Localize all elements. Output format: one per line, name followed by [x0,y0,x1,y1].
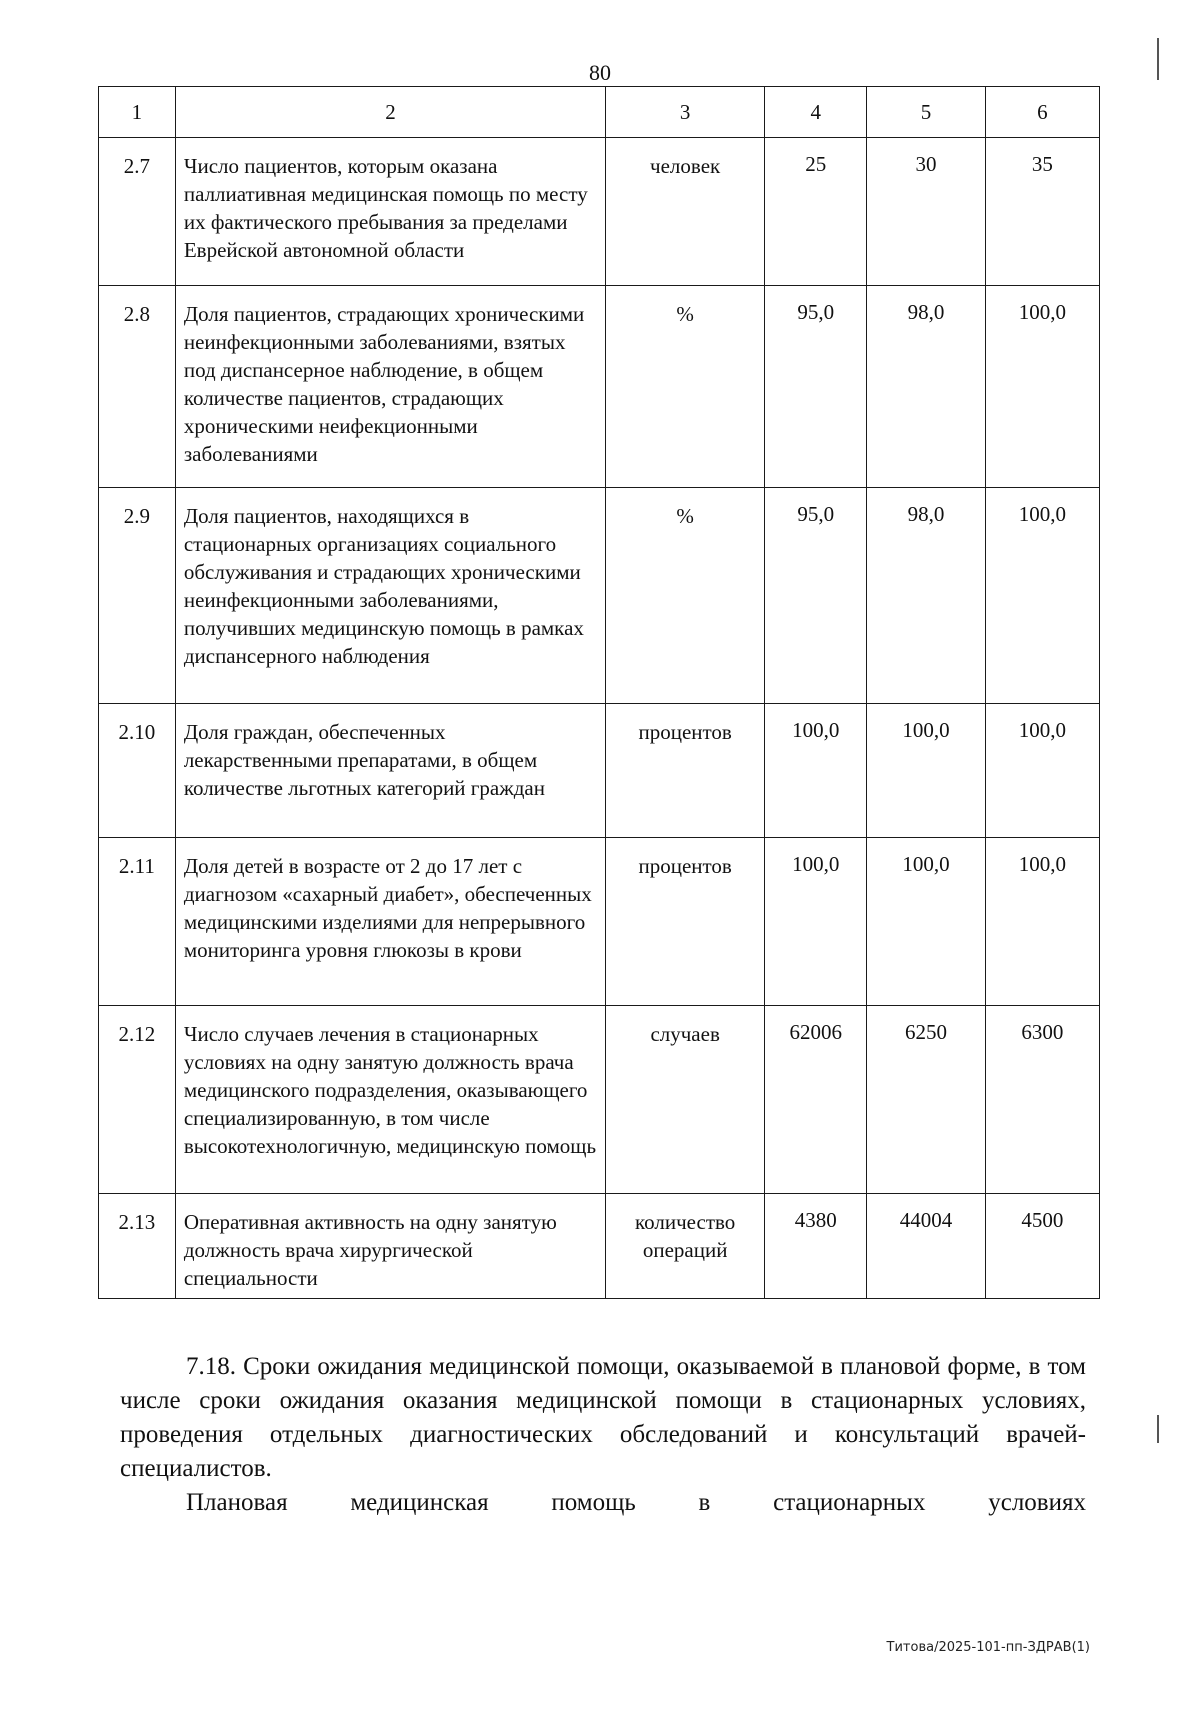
value-cell: 98,0 [867,286,986,488]
value-cell: 35 [985,138,1099,286]
row-number: 2.13 [99,1194,176,1299]
row-number: 2.8 [99,286,176,488]
table-row [99,704,1100,838]
table-row [99,286,1100,488]
margin-mark [1157,38,1159,80]
table-row [99,488,1100,704]
table-row [99,1006,1100,1194]
value-cell: 44004 [867,1194,986,1299]
indicator-name: Доля пациентов, находящихся в стационарных организациях социального обслуживания и страдающих хроническими неинфекционными заболеваниями, получивших медицинскую помощь в рамках диспансерного наблюдения [175,488,605,704]
unit-cell: случаев [606,1006,765,1194]
value-cell: 4500 [985,1194,1099,1299]
value-cell: 100,0 [867,704,986,838]
word: Плановая [186,1489,288,1516]
unit-cell: % [606,286,765,488]
row-number: 2.10 [99,704,176,838]
indicator-name: Оперативная активность на одну занятую должность врача хирургической специальности [175,1194,605,1299]
row-number: 2.11 [99,838,176,1006]
header-cell: 1 [99,87,176,138]
indicator-name: Число случаев лечения в стационарных условиях на одну занятую должность врача медицинского подразделения, оказывающего специализированную, в том числе высокотехнологичную, медицинскую помощь [175,1006,605,1194]
indicator-name: Число пациентов, которым оказана паллиативная медицинская помощь по месту их фактического пребывания за пределами Еврейской автономной области [175,138,605,286]
unit-cell: % [606,488,765,704]
value-cell: 6300 [985,1006,1099,1194]
row-number: 2.7 [99,138,176,286]
indicator-name: Доля граждан, обеспеченных лекарственными препаратами, в общем количестве льготных категорий граждан [175,704,605,838]
value-cell: 30 [867,138,986,286]
value-cell: 100,0 [985,838,1099,1006]
table-row [99,838,1100,1006]
value-cell: 4380 [765,1194,867,1299]
table-row [99,1194,1100,1299]
value-cell: 95,0 [765,488,867,704]
header-cell: 6 [985,87,1099,138]
section-paragraph: 7.18. Сроки ожидания медицинской помощи, оказываемой в плановой форме, в том числе сроки ожидания оказания медицинской помощи в стационарных условиях, проведения отдельных диагностических обследований и консультаций врачей-специалистов. [120,1353,1086,1482]
value-cell: 100,0 [985,704,1099,838]
unit-cell: количество операций [606,1194,765,1299]
header-cell: 4 [765,87,867,138]
header-cell: 3 [606,87,765,138]
unit-cell: процентов [606,704,765,838]
value-cell: 25 [765,138,867,286]
table-row [99,138,1100,286]
row-number: 2.9 [99,488,176,704]
unit-cell: человек [606,138,765,286]
value-cell: 100,0 [765,838,867,1006]
value-cell: 62006 [765,1006,867,1194]
indicator-name: Доля пациентов, страдающих хроническими неинфекционными заболеваниями, взятых под диспансерное наблюдение, в общем количестве пациентов, страдающих хроническими неифекционными заболеваниями [175,286,605,488]
word: стационарных [773,1489,926,1516]
document-code: Титова/2025-101-пп-ЗДРАВ(1) [886,1640,1090,1655]
value-cell: 100,0 [765,704,867,838]
value-cell: 98,0 [867,488,986,704]
word: в [698,1489,711,1516]
indicators-table [98,86,1100,1299]
value-cell: 100,0 [867,838,986,1006]
header-cell: 5 [867,87,986,138]
word: помощь [551,1489,636,1516]
row-number: 2.12 [99,1006,176,1194]
value-cell: 100,0 [985,488,1099,704]
word: медицинская [350,1489,489,1516]
word: условиях [988,1489,1086,1516]
indicator-name: Доля детей в возрасте от 2 до 17 лет с диагнозом «сахарный диабет», обеспеченных медицинскими изделиями для непрерывного мониторинга уровня глюкозы в крови [175,838,605,1006]
value-cell: 6250 [867,1006,986,1194]
unit-cell: процентов [606,838,765,1006]
continuation-paragraph [186,1486,1086,1520]
value-cell: 100,0 [985,286,1099,488]
header-cell: 2 [175,87,605,138]
table-header-row [99,87,1100,138]
margin-mark [1157,1415,1159,1443]
page-number: 80 [589,60,611,85]
value-cell: 95,0 [765,286,867,488]
